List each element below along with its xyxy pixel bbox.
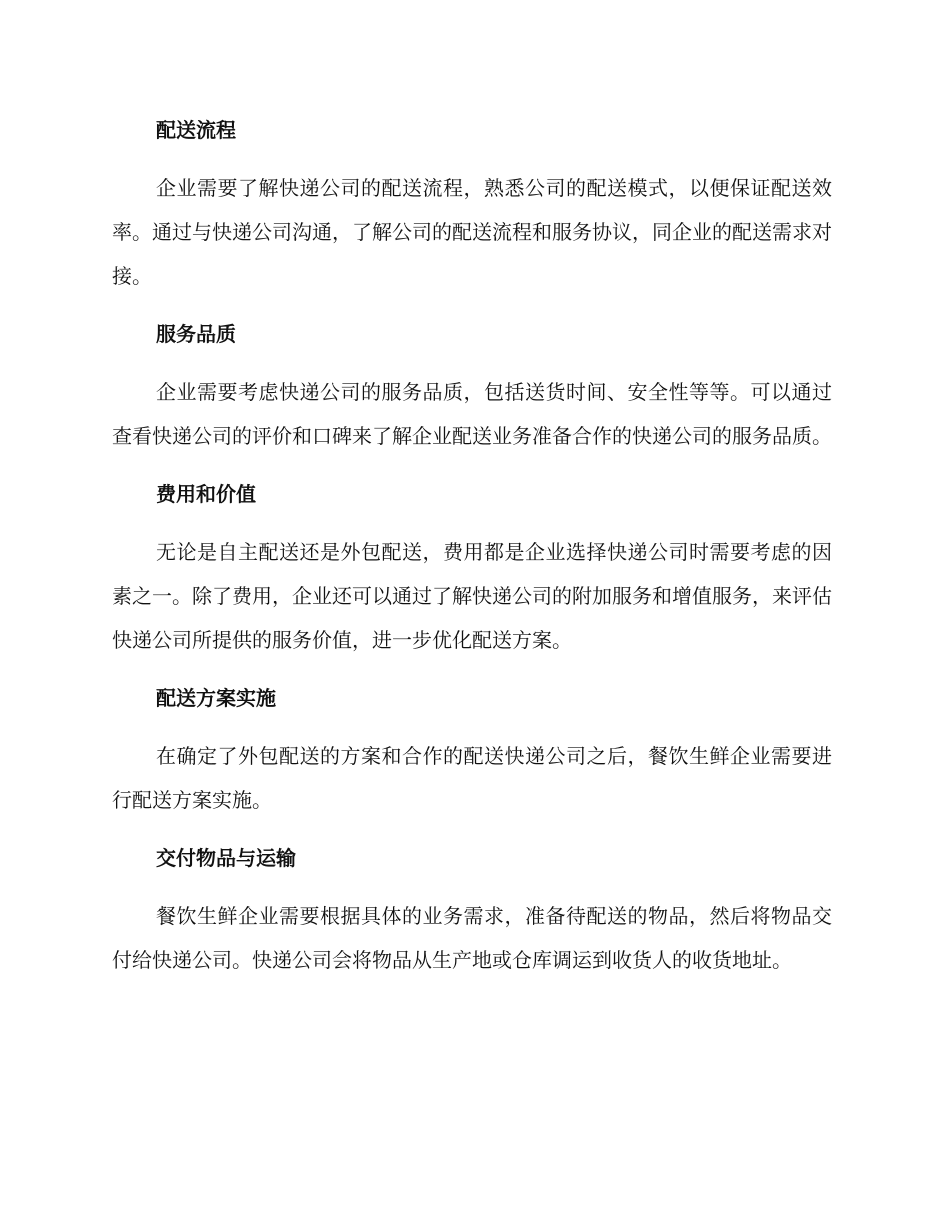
document-page: [112, 108, 832, 996]
section-cost-and-value: [112, 472, 832, 662]
section-paragraph: 在确定了外包配送的方案和合作的配送快递公司之后，餐饮生鲜企业需要进行配送方案实施。: [112, 744, 832, 812]
section-delivery-and-transport: [112, 836, 832, 982]
section-paragraph: 企业需要了解快递公司的配送流程，熟悉公司的配送模式，以便保证配送效率。通过与快递公司沟通，了解公司的配送流程和服务协议，同企业的配送需求对接。: [112, 176, 832, 288]
section-paragraph: 企业需要考虑快递公司的服务品质，包括送货时间、安全性等等。可以通过查看快递公司的评价和口碑来了解企业配送业务准备合作的快递公司的服务品质。: [112, 380, 832, 448]
section-heading: 费用和价值: [156, 482, 256, 506]
section-heading: 配送方案实施: [156, 686, 276, 710]
section-paragraph: 餐饮生鲜企业需要根据具体的业务需求，准备待配送的物品，然后将物品交付给快递公司。快递公司会将物品从生产地或仓库调运到收货人的收货地址。: [112, 904, 832, 972]
section-plan-implementation: [112, 676, 832, 822]
section-delivery-process: [112, 108, 832, 298]
section-service-quality: [112, 312, 832, 458]
section-heading: 交付物品与运输: [156, 846, 296, 870]
section-heading: 服务品质: [156, 322, 236, 346]
section-paragraph: 无论是自主配送还是外包配送，费用都是企业选择快递公司时需要考虑的因素之一。除了费用，企业还可以通过了解快递公司的附加服务和增值服务，来评估快递公司所提供的服务价值，进一步优化配送方案。: [112, 540, 832, 652]
section-heading: 配送流程: [156, 118, 236, 142]
